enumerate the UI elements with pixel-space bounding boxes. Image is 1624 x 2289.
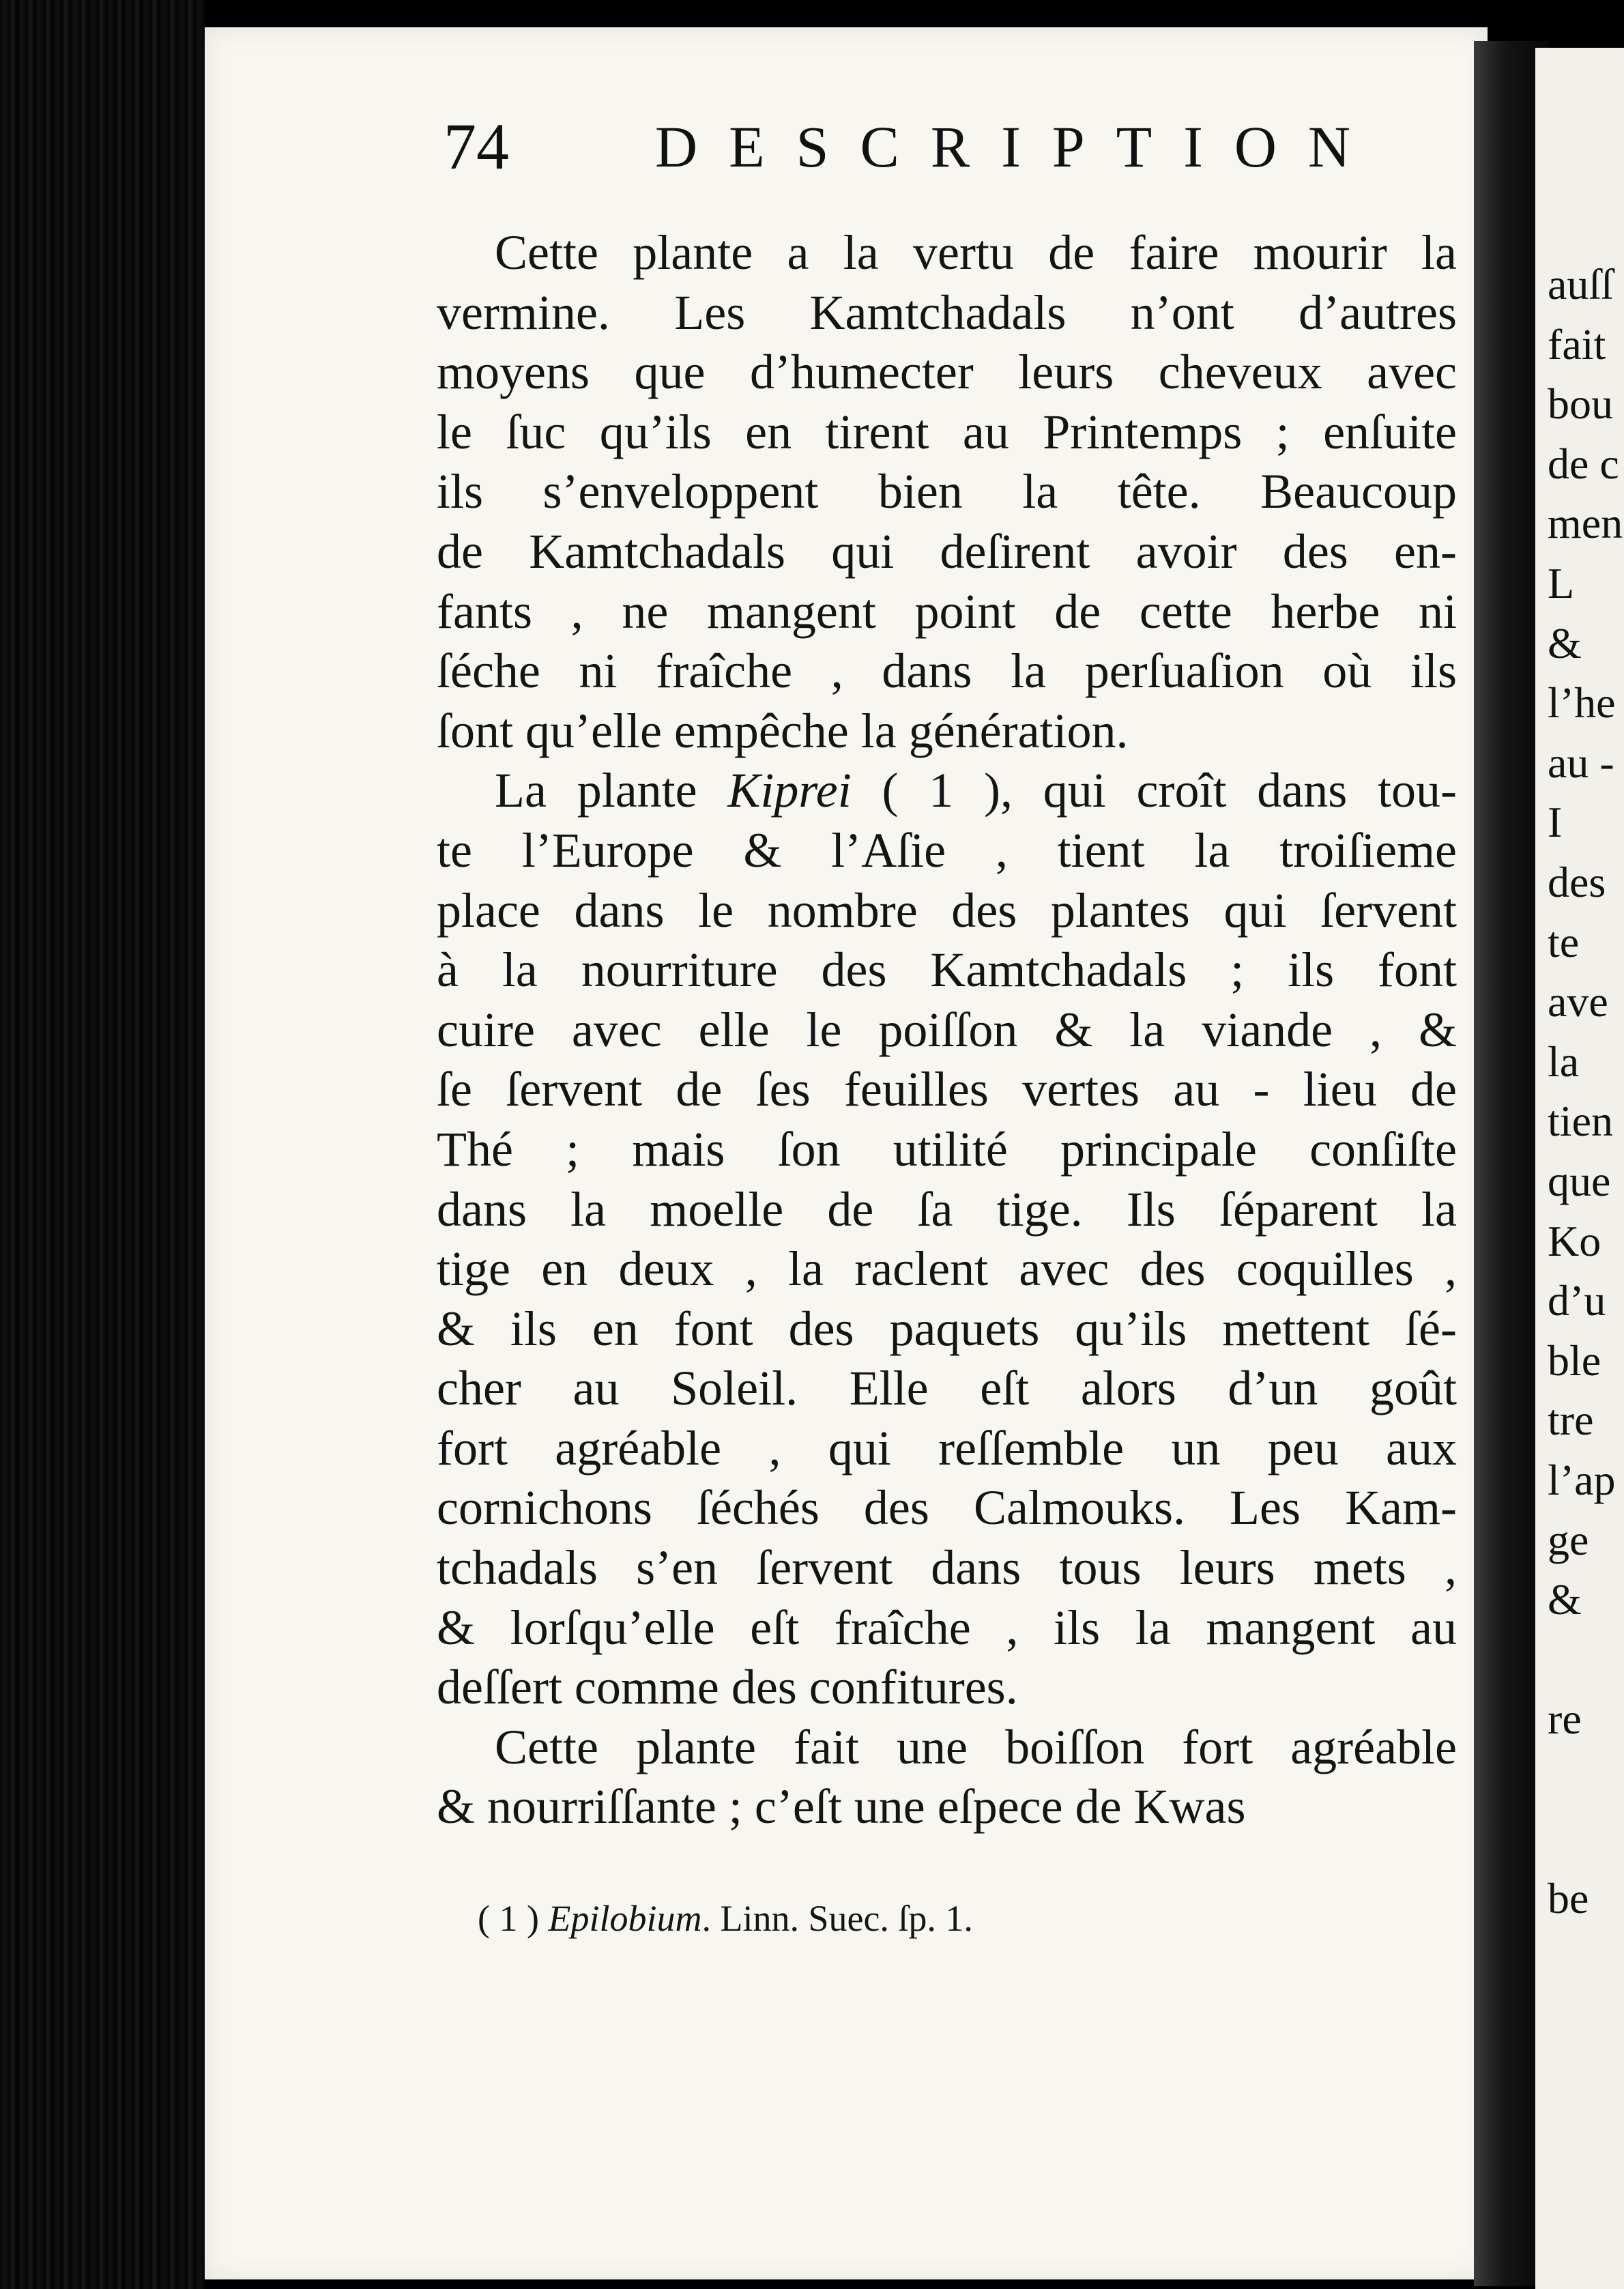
facing-page-line: l’ap — [1548, 1456, 1616, 1504]
facing-page-line: d’u — [1548, 1276, 1606, 1325]
text-line: deſſert comme des confitures. — [437, 1660, 1018, 1715]
facing-page-edge — [1535, 48, 1624, 2289]
facing-page-line: be — [1548, 1874, 1589, 1923]
facing-page-line: ave — [1548, 977, 1608, 1026]
facing-page-line: tien — [1548, 1097, 1613, 1146]
text-line: & ils en font des paquets qu’ils mettent ſé- — [437, 1301, 1457, 1356]
text-line: à la nourriture des Kamtchadals ; ils font — [437, 942, 1457, 998]
text-line: Thé ; mais ſon utilité principale conſiſte — [437, 1121, 1457, 1177]
text-line: ſe ſervent de ſes feuilles vertes au - lieu de — [437, 1062, 1457, 1117]
text-line: cornichons ſéchés des Calmouks. Les Kam- — [437, 1480, 1457, 1536]
text-line: cher au Soleil. Elle eſt alors d’un goût — [437, 1361, 1457, 1416]
text-line: & lorſqu’elle eſt fraîche , ils la mangent au — [437, 1600, 1457, 1655]
facing-page-line: men — [1548, 499, 1623, 548]
facing-page-line: au - — [1548, 738, 1614, 787]
facing-page-line: bou — [1548, 379, 1613, 429]
body-text — [437, 223, 1457, 1837]
facing-page-line: & — [1548, 1575, 1582, 1624]
facing-page-line: ble — [1548, 1336, 1601, 1385]
facing-page-line: la — [1548, 1037, 1580, 1086]
facing-page-line: Ko — [1548, 1216, 1601, 1265]
text-line: fort agréable , qui reſſemble un peu aux — [437, 1420, 1457, 1475]
text-line: tchadals s’en ſervent dans tous leurs mets , — [437, 1540, 1457, 1596]
text-line: dans la moelle de ſa tige. Ils ſéparent la — [437, 1181, 1457, 1237]
text-line: ils s’enveloppent bien la tête. Beaucoup — [437, 464, 1457, 519]
facing-page-line: & — [1548, 618, 1582, 667]
text-line: Cette plante fait une boiſſon fort agréable — [495, 1719, 1457, 1774]
text-line: ſéche ni fraîche , dans la perſuaſion où ils — [437, 644, 1457, 699]
facing-page-line: fait — [1548, 319, 1606, 369]
facing-page-line: l’he — [1548, 678, 1616, 728]
book-binding-left — [0, 0, 205, 2289]
text-line: de Kamtchadals qui deſirent avoir des en- — [437, 523, 1457, 579]
page-number: 74 — [444, 110, 509, 183]
facing-page-line: ge — [1548, 1515, 1589, 1564]
text-line: te l’Europe & l’Aſie , tient la troiſieme — [437, 822, 1457, 878]
text-line: La plante Kiprei ( 1 ), qui croît dans tou- — [495, 763, 1458, 818]
text-line: moyens que d’humecter leurs cheveux avec — [437, 345, 1457, 400]
text-line: ſont qu’elle empêche la génération. — [437, 703, 1129, 758]
facing-page-line: re — [1548, 1695, 1582, 1744]
paragraph — [437, 1718, 1457, 1837]
facing-page-line: que — [1548, 1157, 1611, 1205]
text-line: fants , ne mangent point de cette herbe ni — [437, 584, 1457, 639]
text-line: cuire avec elle le poiſſon & la viande , & — [437, 1002, 1457, 1057]
facing-page-line: auſſ — [1548, 260, 1613, 308]
footnote: ( 1 ) Epilobium. Linn. Suec. ſp. 1. — [478, 1898, 973, 1939]
page-header — [444, 109, 1450, 198]
paragraph — [437, 761, 1457, 1718]
text-line: tige en deux , la raclent avec des coquilles , — [437, 1241, 1457, 1297]
text-line: Cette plante a la vertu de faire mourir la — [495, 225, 1457, 280]
facing-page-line: de c — [1548, 439, 1619, 488]
paragraph — [437, 223, 1457, 761]
text-line: le ſuc qu’ils en tirent au Printemps ; enſuite — [437, 404, 1457, 459]
text-line: vermine. Les Kamtchadals n’ont d’autres — [437, 285, 1457, 340]
text-line: place dans le nombre des plantes qui ſervent — [437, 882, 1457, 938]
text-line: & nourriſſante ; c’eſt une eſpece de Kwas — [437, 1779, 1246, 1834]
facing-page-line: L — [1548, 559, 1575, 607]
running-title: DESCRIPTION — [655, 114, 1382, 179]
facing-page-line: des — [1548, 858, 1606, 906]
facing-page-line: tre — [1548, 1396, 1594, 1445]
facing-page-line: te — [1548, 917, 1580, 966]
facing-page-line: I — [1548, 798, 1563, 847]
